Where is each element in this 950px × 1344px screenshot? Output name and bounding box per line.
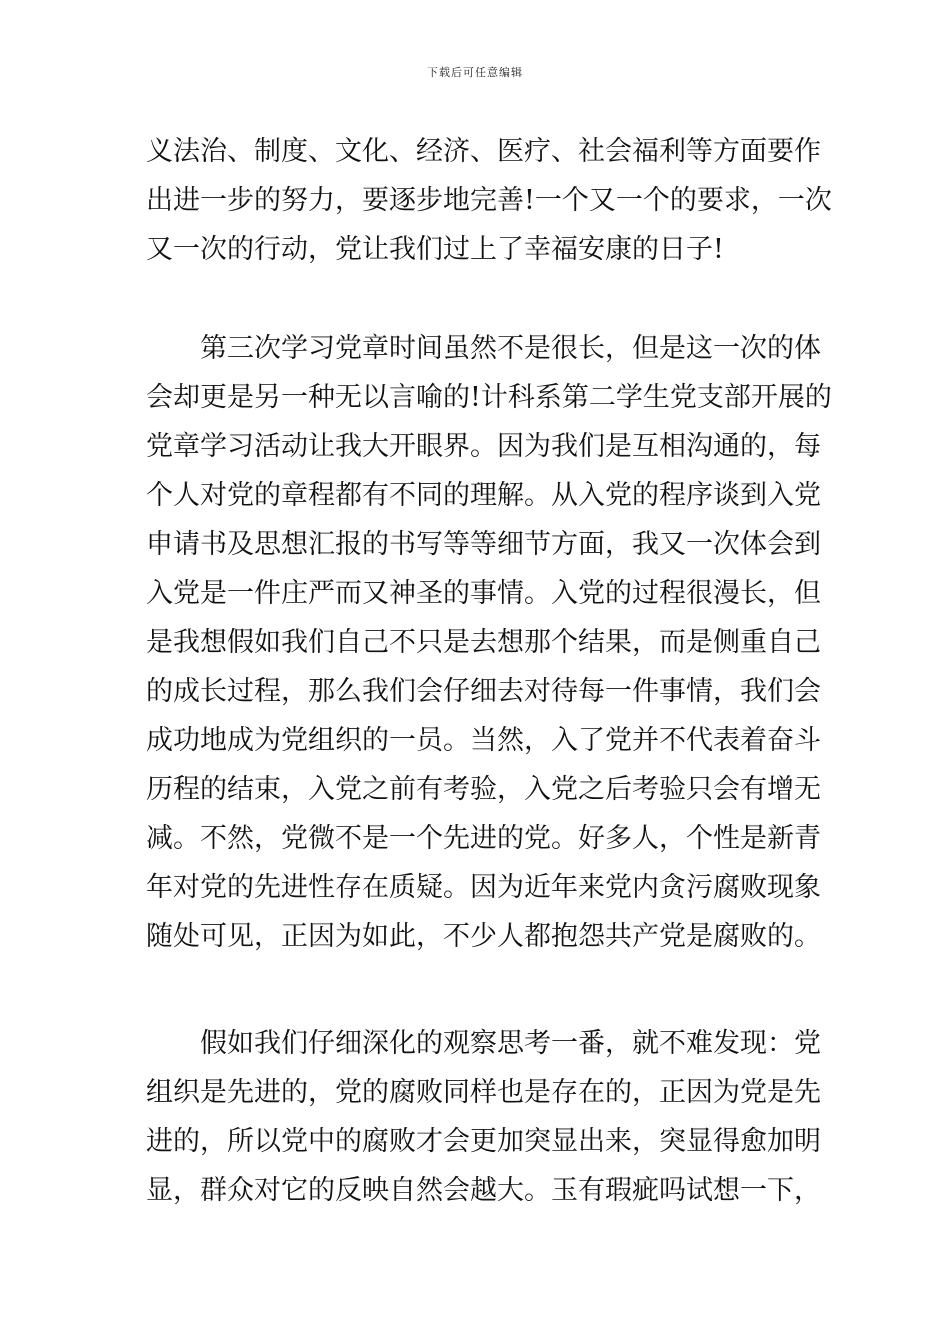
text-line: 申请书及思想汇报的书写等等细节方面，我又一次体会到: [146, 529, 821, 560]
text-line: 进的，所以党中的腐败才会更加突显出来，突显得愈加明: [146, 1126, 821, 1157]
text-line: 年对党的先进性存在质疑。因为近年来党内贪污腐败现象: [146, 872, 821, 903]
text-line: 显，群众对它的反映自然会越大。玉有瑕疵吗试想一下，: [146, 1175, 821, 1206]
text-line: 会却更是另一种无以言喻的!计科系第二学生党支部开展的: [146, 382, 832, 413]
text-line: 义法治、制度、文化、经济、医疗、社会福利等方面要作: [146, 136, 821, 167]
text-line: 个人对党的章程都有不同的理解。从入党的程序谈到入党: [146, 480, 821, 511]
text-line: 组织是先进的，党的腐败同样也是存在的，正因为党是先: [146, 1077, 821, 1108]
text-line: 党章学习活动让我大开眼界。因为我们是互相沟通的，每: [146, 431, 821, 462]
text-line: 的成长过程，那么我们会仔细去对待每一件事情，我们会: [146, 676, 821, 707]
text-line: 是我想假如我们自己不只是去想那个结果，而是侧重自己: [146, 627, 821, 658]
text-line: 随处可见，正因为如此，不少人都抱怨共产党是腐败的。: [146, 921, 821, 952]
text-line: 历程的结束，入党之前有考验，入党之后考验只会有增无: [146, 774, 821, 805]
paragraph-3: [146, 1019, 821, 1215]
text-line: 减。不然，党微不是一个先进的党。好多人，个性是新青: [146, 823, 821, 854]
text-line: 入党是一件庄严而又神圣的事情。入党的过程很漫长，但: [146, 578, 821, 609]
text-line: 成功地成为党组织的一员。当然，入了党并不代表着奋斗: [146, 725, 821, 756]
text-line: 出进一步的努力，要逐步地完善!一个又一个的要求，一次: [146, 185, 832, 216]
paragraph-1: [146, 127, 832, 274]
text-line: 又一次的行动，党让我们过上了幸福安康的日子!: [146, 234, 724, 265]
text-line: 假如我们仔细深化的观察思考一番，就不难发现：党: [200, 1028, 821, 1059]
text-line: 第三次学习党章时间虽然不是很长，但是这一次的体: [200, 333, 821, 364]
paragraph-2: [146, 324, 832, 961]
page-header: 下载后可任意编辑: [427, 66, 523, 79]
